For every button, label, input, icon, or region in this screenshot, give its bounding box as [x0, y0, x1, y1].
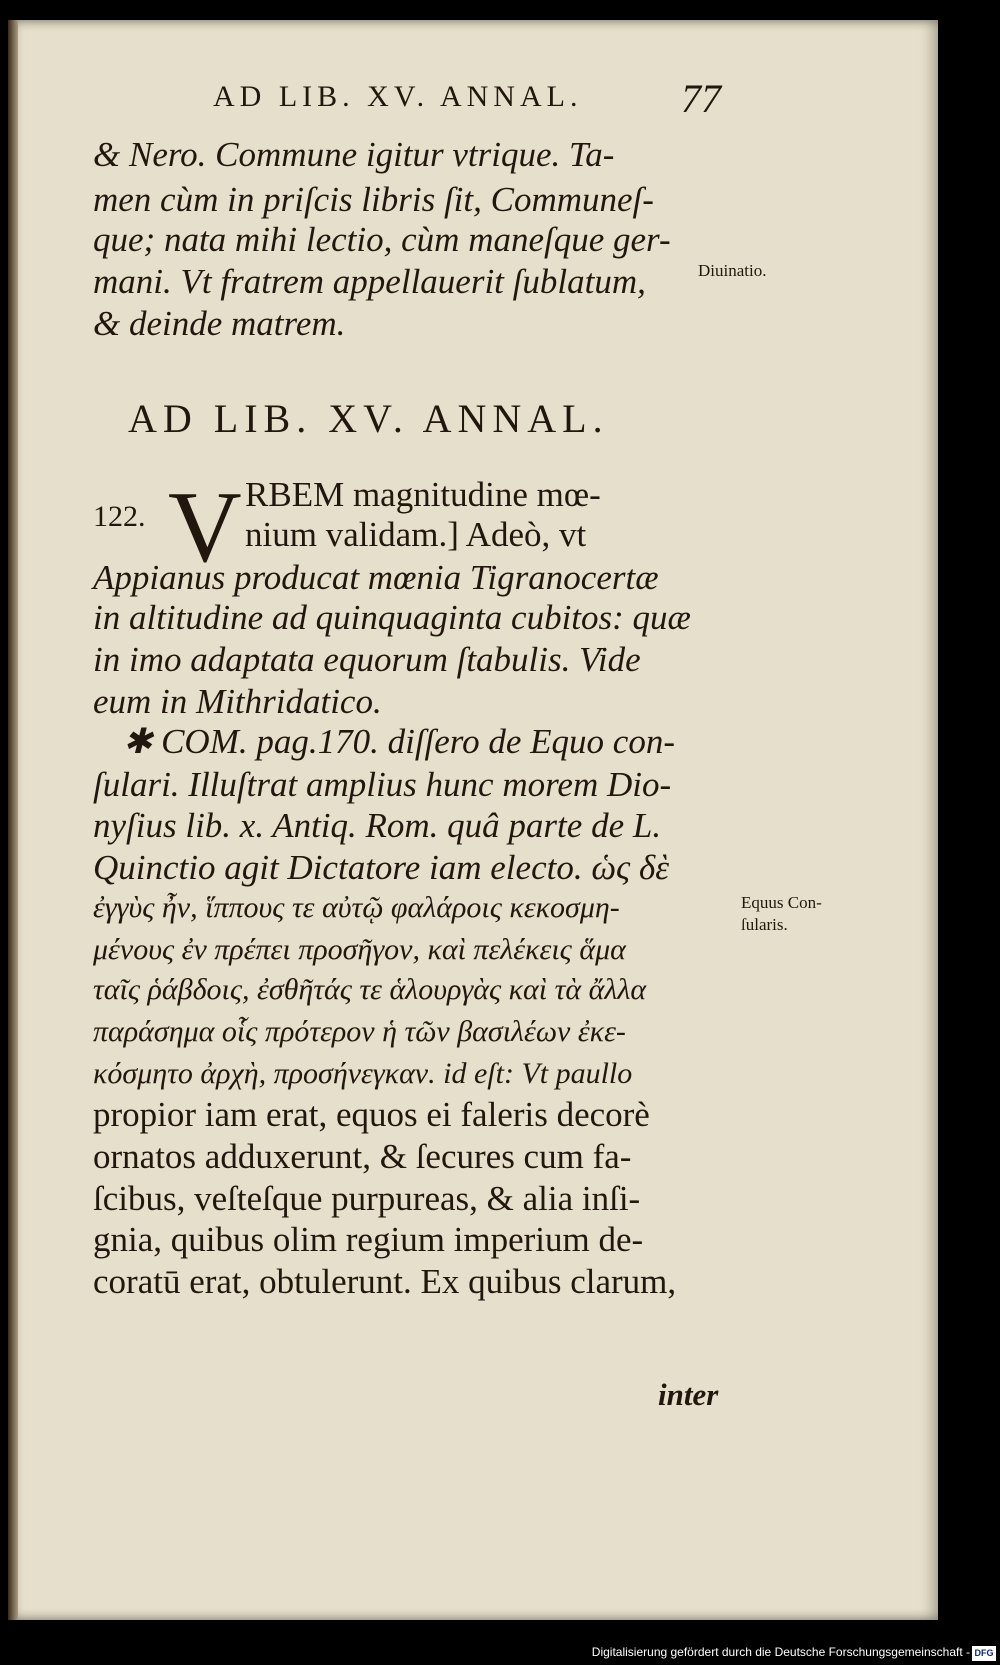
note-line-1: RBEM magnitudine mœ- [245, 475, 601, 514]
note-line-5: in imo adaptata equorum ſtabulis. Vide [93, 640, 641, 679]
note-line-19: gnia, quibus olim regium imperium de- [93, 1220, 644, 1259]
note-line-10: Quinctio agit Dictatore iam electo. ὡς δὲ [93, 848, 670, 887]
note-line-15: κόσμητο ἀρχὴ, προσήνεγκαν. id eſt: Vt paullo [93, 1057, 633, 1090]
note-line-9: nyſius lib. x. Antiq. Rom. quâ parte de L. [93, 806, 662, 845]
margin-note-divination: Diuinatio. [698, 261, 767, 280]
note-number: 122. [93, 500, 146, 533]
note-line-3: Appianus producat mœnia Tigranocertæ [93, 558, 659, 597]
page-number: 77 [681, 76, 721, 121]
note-line-14: παράσημα οἷς πρότερον ἡ τῶν βασιλέων ἐκε- [93, 1015, 626, 1048]
note-line-20: coratū erat, obtulerunt. Ex quibus clarum, [93, 1262, 677, 1301]
note-line-7: ✱ COM. pag.170. diſſero de Equo con- [123, 722, 675, 761]
running-head: AD LIB. XV. ANNAL. [213, 80, 583, 113]
page-gutter [8, 20, 18, 1620]
note-line-2: nium validam.] Adeò, vt [245, 515, 587, 554]
note-line-8: ſulari. Illuſtrat amplius hunc morem Dio- [93, 765, 672, 804]
drop-capital: V [168, 471, 242, 584]
margin-note-equus-1: Equus Con- [741, 893, 822, 912]
note-line-17: ornatos adduxerunt, & ſecures cum fa- [93, 1137, 632, 1176]
body-line-4: mani. Vt fratrem appellauerit ſublatum, [93, 262, 646, 301]
note-line-18: ſcibus, veſteſque purpureas, & alia inſi- [93, 1179, 641, 1218]
body-line-5: & deinde matrem. [93, 304, 346, 343]
dfg-logo: DFG [972, 1646, 996, 1661]
note-line-13: ταῖς ῥάβδοις, ἐσθῆτάς τε ἁλουργὰς καὶ τὰ ἄλλα [93, 973, 647, 1006]
margin-note-equus-2: ſularis. [741, 915, 788, 934]
note-line-11: ἐγγὺς ἦν, ἵππους τε αὐτῷ φαλάροις κεκοσμη- [93, 891, 620, 924]
book-page [8, 20, 938, 1620]
body-line-1: & Nero. Commune igitur vtrique. Ta- [93, 135, 615, 174]
note-line-16: propior iam erat, equos ei faleris decorè [93, 1095, 650, 1134]
note-line-4: in altitudine ad quinquaginta cubitos: quæ [93, 598, 691, 637]
body-line-3: que; nata mihi lectio, cùm maneſque ger- [93, 220, 671, 259]
catchword: inter [658, 1377, 719, 1412]
digitization-credit: Digitalisierung gefördert durch die Deutsche Forschungsgemeinschaft - [591, 1645, 970, 1659]
body-line-2: men cùm in priſcis libris ſit, Communeſ- [93, 180, 654, 219]
section-title: AD LIB. XV. ANNAL. [128, 396, 609, 441]
note-line-12: μένους ἐν πρέπει προσῆγον, καὶ πελέκεις ἅμα [93, 933, 626, 966]
note-line-6: eum in Mithridatico. [93, 682, 382, 721]
